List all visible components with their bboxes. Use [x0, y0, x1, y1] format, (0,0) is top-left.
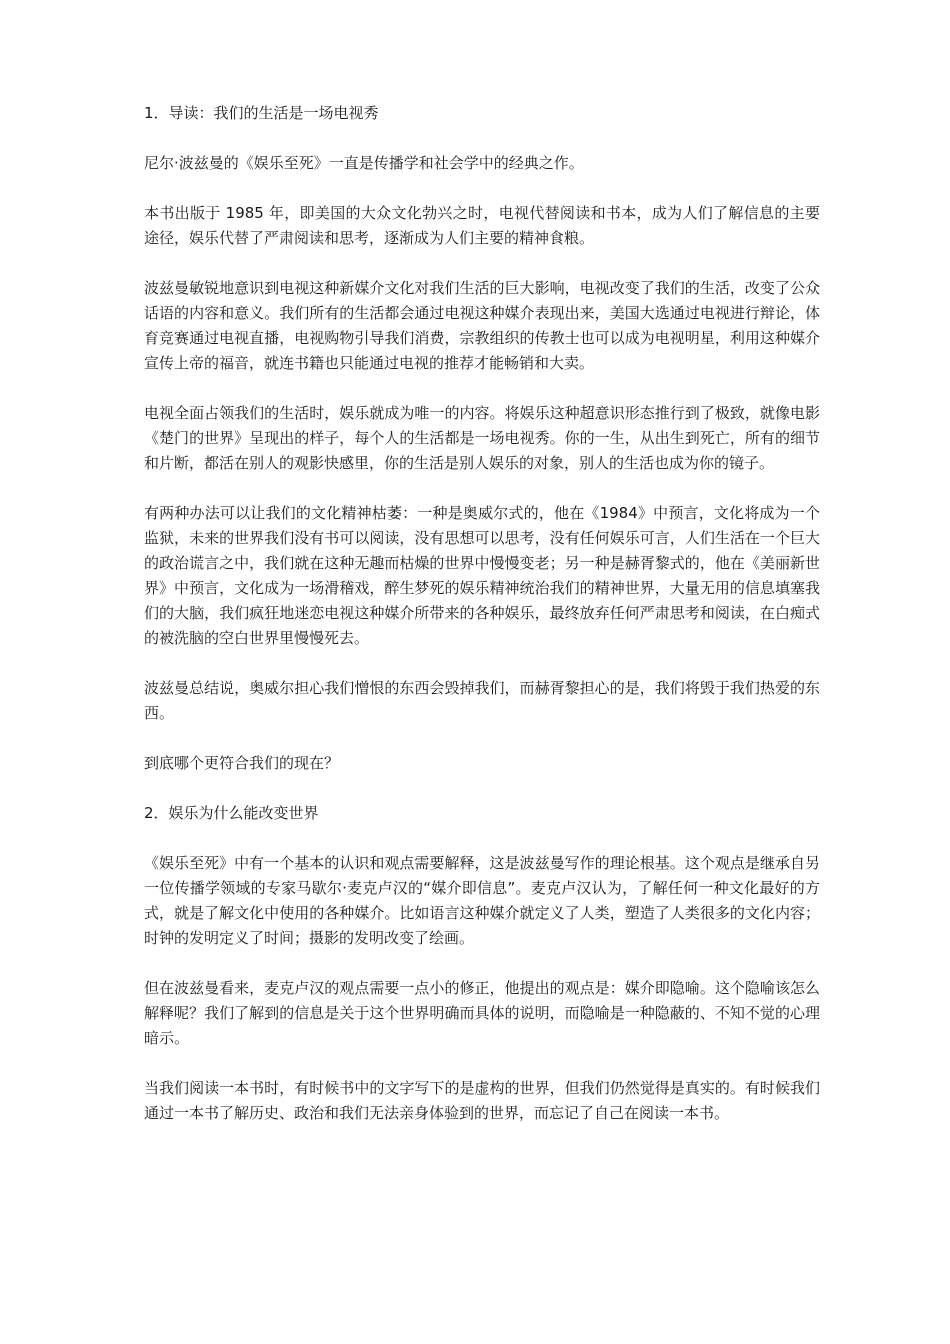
section-heading-1: 1．导读：我们的生活是一场电视秀 — [144, 104, 379, 122]
paragraph-publication: 本书出版于 1985 年，即美国的大众文化勃兴之时，电视代替阅读和书本，成为人们了解信息的主要途径，娱乐代替了严肃阅读和思考，逐渐成为人们主要的精神食粮。 — [144, 204, 820, 247]
paragraph-tv-influence: 波兹曼敏锐地意识到电视这种新媒介文化对我们生活的巨大影响，电视改变了我们的生活，改变了公众话语的内容和意义。我们所有的生活都会通过电视这种媒介表现出来，美国大选通过电视进行辩论，体育竞赛通过电视直播，电视购物引导我们消费，宗教组织的传教士也可以成为电视明星，利用这种媒介宣传上帝的福音，就连书籍也只能通过电视的推荐才能畅销和大卖。 — [144, 279, 820, 372]
paragraph-summary: 波兹曼总结说，奥威尔担心我们憎恨的东西会毁掉我们，而赫胥黎担心的是，我们将毁于我们热爱的东西。 — [144, 679, 820, 722]
paragraph-medium-message: 《娱乐至死》中有一个基本的认识和观点需要解释，这是波兹曼写作的理论根基。这个观点是继承自另一位传播学领域的专家马歇尔·麦克卢汉的“媒介即信息”。麦克卢汉认为，了解任何一种文化最好的方式，就是了解文化中使用的各种媒介。比如语言这种媒介就定义了人类，塑造了人类很多的文化内容；时钟的发明定义了时间；摄影的发明改变了绘画。 — [144, 854, 820, 947]
paragraph-entertainment: 电视全面占领我们的生活时，娱乐就成为唯一的内容。将娱乐这种超意识形态推行到了极致，就像电影《楚门的世界》呈现出的样子，每个人的生活都是一场电视秀。你的一生，从出生到死亡，所有的细节和片断，都活在别人的观影快感里，你的生活是别人娱乐的对象，别人的生活也成为你的镜子。 — [144, 404, 820, 472]
document-body — [144, 101, 820, 1151]
paragraph-intro: 尼尔·波兹曼的《娱乐至死》一直是传播学和社会学中的经典之作。 — [144, 154, 584, 172]
paragraph-orwell-huxley: 有两种办法可以让我们的文化精神枯萎：一种是奥威尔式的，他在《1984》中预言，文化将成为一个监狱，未来的世界我们没有书可以阅读，没有思想可以思考，没有任何娱乐可言，人们生活在一个巨大的政治谎言之中，我们就在这种无趣而枯燥的世界中慢慢变老；另一种是赫胥黎式的，他在《美丽新世界》中预言，文化成为一场滑稽戏，醉生梦死的娱乐精神统治我们的精神世界，大量无用的信息填塞我们的大脑，我们疯狂地迷恋电视这种媒介所带来的各种娱乐，最终放弃任何严肃思考和阅读，在白痴式的被洗脑的空白世界里慢慢死去。 — [144, 504, 820, 647]
section-heading-2: 2．娱乐为什么能改变世界 — [144, 804, 319, 822]
paragraph-question: 到底哪个更符合我们的现在？ — [144, 754, 340, 772]
paragraph-medium-metaphor: 但在波兹曼看来，麦克卢汉的观点需要一点小的修正，他提出的观点是：媒介即隐喻。这个隐喻该怎么解释呢？我们了解到的信息是关于这个世界明确而具体的说明，而隐喻是一种隐蔽的、不知不觉的心理暗示。 — [144, 979, 820, 1047]
paragraph-reading: 当我们阅读一本书时，有时候书中的文字写下的是虚构的世界，但我们仍然觉得是真实的。有时候我们通过一本书了解历史、政治和我们无法亲身体验到的世界，而忘记了自己在阅读一本书。 — [144, 1079, 820, 1122]
